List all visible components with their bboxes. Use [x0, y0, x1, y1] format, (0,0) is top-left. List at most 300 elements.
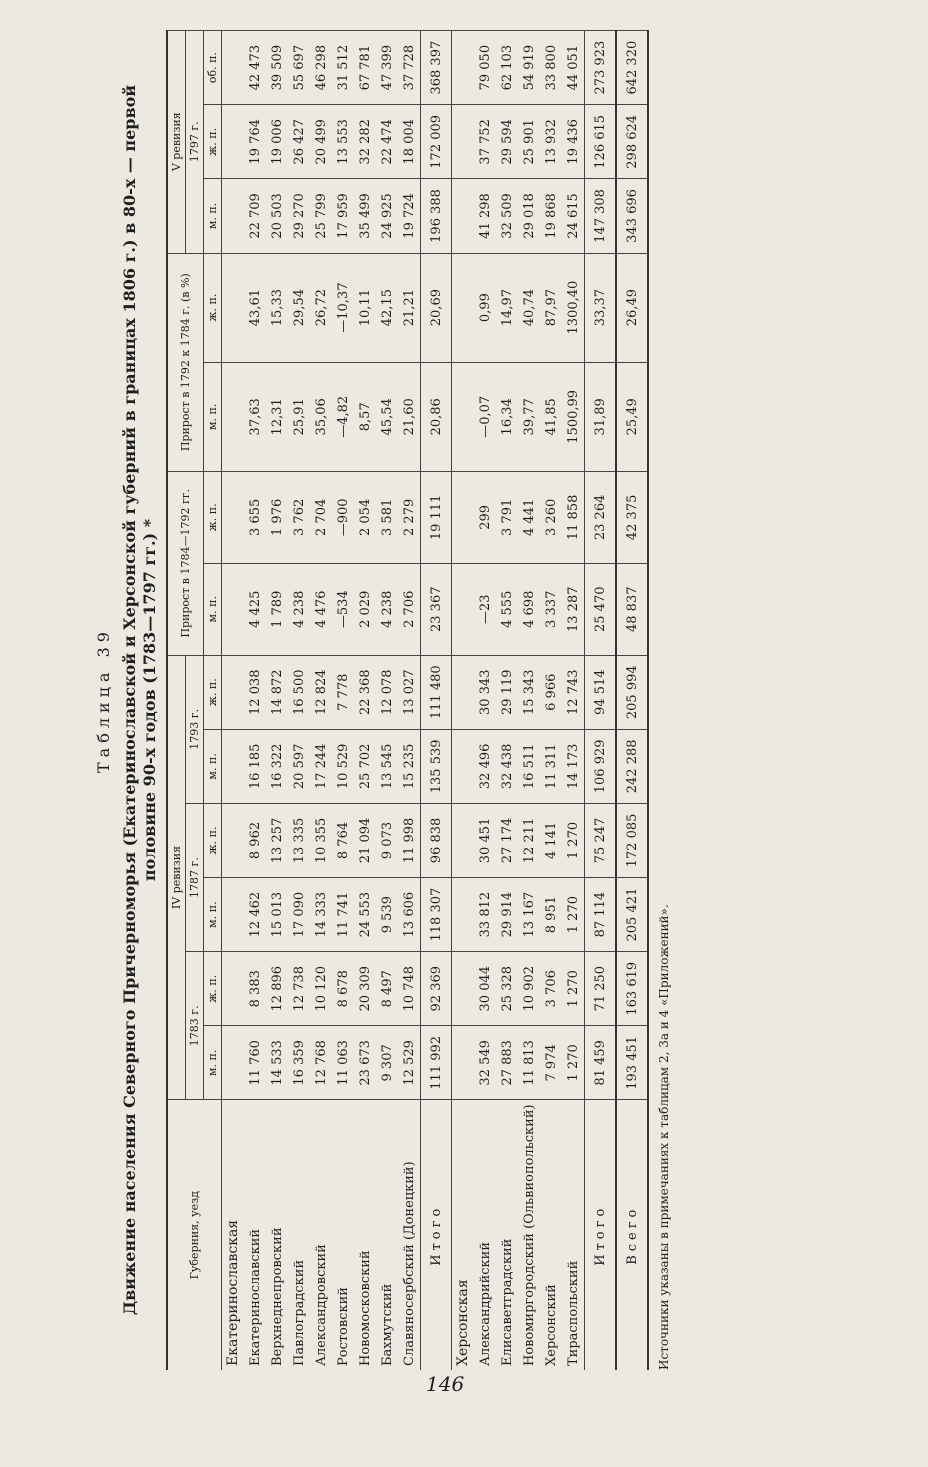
table-cell: 41,85 — [540, 362, 562, 471]
table-cell: —23 — [474, 563, 496, 655]
table-cell: 11 998 — [398, 803, 421, 877]
table-cell: 79 050 — [474, 31, 496, 105]
row-label: Александрийский — [474, 1100, 496, 1370]
table-cell — [452, 362, 475, 471]
table-cell: 12 768 — [310, 1026, 332, 1100]
growth-header: Прирост в 1784—1792 гг. — [167, 471, 204, 655]
page-number: 146 — [426, 1372, 465, 1396]
table-cell: 9 307 — [376, 1026, 398, 1100]
table-cell: 13 027 — [398, 655, 421, 729]
male-header: м. п. — [204, 179, 222, 253]
table-cell: 10 748 — [398, 952, 421, 1026]
table-cell: 30 044 — [474, 952, 496, 1026]
table-cell: 20,69 — [421, 253, 452, 362]
table-cell: 32 549 — [474, 1026, 496, 1100]
table-cell: 3 791 — [496, 471, 518, 563]
table-cell: 29 594 — [496, 105, 518, 179]
table-cell — [222, 655, 245, 729]
table-cell: —4,82 — [332, 362, 354, 471]
table-cell: 7 974 — [540, 1026, 562, 1100]
table-row — [266, 31, 288, 1371]
table-cell: 14 333 — [310, 878, 332, 952]
table-cell: 47 399 — [376, 31, 398, 105]
table-cell: 118 307 — [421, 878, 452, 952]
table-cell: 96 838 — [421, 803, 452, 877]
table-row — [354, 31, 376, 1371]
row-label: Новомосковский — [354, 1100, 376, 1370]
table-cell: 3 762 — [288, 471, 310, 563]
table-cell: 10 902 — [518, 952, 540, 1026]
table-cell: 16 359 — [288, 1026, 310, 1100]
table-cell: 14 533 — [266, 1026, 288, 1100]
table-cell: 13 553 — [332, 105, 354, 179]
table-cell: 13 606 — [398, 878, 421, 952]
table-cell: 25 799 — [310, 179, 332, 253]
table-cell: 111 480 — [421, 655, 452, 729]
table-cell: 368 397 — [421, 31, 452, 105]
table-cell: 3 260 — [540, 471, 562, 563]
table-cell: 11 858 — [562, 471, 585, 563]
table-cell: 10 120 — [310, 952, 332, 1026]
table-cell: 10,11 — [354, 253, 376, 362]
table-cell: 39 509 — [266, 31, 288, 105]
table-cell: 27 883 — [496, 1026, 518, 1100]
table-row — [376, 31, 398, 1371]
table-cell: 20 499 — [310, 105, 332, 179]
table-cell: 1 270 — [562, 952, 585, 1026]
table-cell: 25 702 — [354, 729, 376, 803]
table-cell: 16 511 — [518, 729, 540, 803]
table-cell: 13 257 — [266, 803, 288, 877]
table-cell: 10 355 — [310, 803, 332, 877]
male-header: м. п. — [204, 362, 222, 471]
rev5-header: V ревизия — [167, 31, 186, 254]
table-cell: 32 496 — [474, 729, 496, 803]
table-cell: 92 369 — [421, 952, 452, 1026]
table-cell — [222, 31, 245, 105]
table-cell: 25 470 — [585, 563, 617, 655]
table-cell: 32 438 — [496, 729, 518, 803]
male-header: м. п. — [204, 1026, 222, 1100]
table-cell: 35 499 — [354, 179, 376, 253]
female-header: ж. п. — [204, 952, 222, 1026]
table-cell: 299 — [474, 471, 496, 563]
table-cell: 87,97 — [540, 253, 562, 362]
table-cell: 12,31 — [266, 362, 288, 471]
table-cell: 22 368 — [354, 655, 376, 729]
table-cell — [222, 563, 245, 655]
table-cell — [452, 803, 475, 877]
table-cell: 163 619 — [616, 952, 648, 1026]
male-header: м. п. — [204, 878, 222, 952]
table-cell: 8 497 — [376, 952, 398, 1026]
both-header: об. п. — [204, 31, 222, 105]
table-cell: 75 247 — [585, 803, 617, 877]
female-header: ж. п. — [204, 803, 222, 877]
table-cell: 4 555 — [496, 563, 518, 655]
table-cell: 27 174 — [496, 803, 518, 877]
row-label: Верхнеднепровский — [266, 1100, 288, 1370]
table-cell: 30 343 — [474, 655, 496, 729]
table-cell: 1 976 — [266, 471, 288, 563]
subtotal-row — [585, 31, 617, 1371]
table-row — [244, 31, 266, 1371]
table-cell: 16 185 — [244, 729, 266, 803]
table-cell: 25,91 — [288, 362, 310, 471]
table-cell: 39,77 — [518, 362, 540, 471]
table-cell: 22 709 — [244, 179, 266, 253]
table-cell: 26,72 — [310, 253, 332, 362]
table-cell: 0,99 — [474, 253, 496, 362]
table-cell: 46 298 — [310, 31, 332, 105]
table-row — [518, 31, 540, 1371]
table-cell: 30 451 — [474, 803, 496, 877]
table-cell: 13 287 — [562, 563, 585, 655]
table-cell: 24 553 — [354, 878, 376, 952]
table-cell: 3 337 — [540, 563, 562, 655]
table-cell: 11 813 — [518, 1026, 540, 1100]
female-header: ж. п. — [204, 655, 222, 729]
table-cell: 24 615 — [562, 179, 585, 253]
table-cell: 81 459 — [585, 1026, 617, 1100]
year-1783-header: 1783 г. — [186, 952, 204, 1100]
table-cell: 19 006 — [266, 105, 288, 179]
table-cell: 135 539 — [421, 729, 452, 803]
table-row — [540, 31, 562, 1371]
table-cell: 205 421 — [616, 878, 648, 952]
table-cell: 3 581 — [376, 471, 398, 563]
table-cell: 12 743 — [562, 655, 585, 729]
table-cell: 31,89 — [585, 362, 617, 471]
year-1793-header: 1793 г. — [186, 655, 204, 803]
table-cell: 54 919 — [518, 31, 540, 105]
table-cell — [222, 471, 245, 563]
table-cell: 26 427 — [288, 105, 310, 179]
table-cell: 8,57 — [354, 362, 376, 471]
table-cell: 43,61 — [244, 253, 266, 362]
table-cell — [222, 803, 245, 877]
table-cell: 42 375 — [616, 471, 648, 563]
table-cell: 4 698 — [518, 563, 540, 655]
table-cell: 11 311 — [540, 729, 562, 803]
table-row — [310, 31, 332, 1371]
table-cell: 10 529 — [332, 729, 354, 803]
table-cell: 2 706 — [398, 563, 421, 655]
table-cell: 4 425 — [244, 563, 266, 655]
table-cell: 19 868 — [540, 179, 562, 253]
table-cell: 2 054 — [354, 471, 376, 563]
table-cell: 24 925 — [376, 179, 398, 253]
table-cell: 37,63 — [244, 362, 266, 471]
table-cell: 87 114 — [585, 878, 617, 952]
caption — [94, 30, 160, 1370]
table-cell: 20 597 — [288, 729, 310, 803]
table-cell: 12 896 — [266, 952, 288, 1026]
table-cell: 642 320 — [616, 31, 648, 105]
table-cell: 1 789 — [266, 563, 288, 655]
table-cell: 7 778 — [332, 655, 354, 729]
table-cell — [222, 1026, 245, 1100]
female-header: ж. п. — [204, 105, 222, 179]
table-cell: 94 514 — [585, 655, 617, 729]
table-cell: 242 288 — [616, 729, 648, 803]
table-cell: 11 063 — [332, 1026, 354, 1100]
table-cell: 4 441 — [518, 471, 540, 563]
table-cell — [452, 563, 475, 655]
male-header: м. п. — [204, 729, 222, 803]
table-cell — [222, 253, 245, 362]
table-cell: 29 270 — [288, 179, 310, 253]
population-table — [166, 30, 649, 1370]
table-cell: 33 812 — [474, 878, 496, 952]
table-row — [398, 31, 421, 1371]
table-row — [332, 31, 354, 1371]
table-cell: 32 282 — [354, 105, 376, 179]
table-cell: 14,97 — [496, 253, 518, 362]
table-cell — [452, 952, 475, 1026]
table-cell: 17 244 — [310, 729, 332, 803]
table-cell: 37 728 — [398, 31, 421, 105]
table-cell: 48 837 — [616, 563, 648, 655]
rotated-table-block — [94, 30, 854, 1370]
table-cell — [452, 105, 475, 179]
table-cell: 13 167 — [518, 878, 540, 952]
table-cell: 172 009 — [421, 105, 452, 179]
district-header: Губерния, уезд — [167, 1100, 222, 1370]
table-cell: 19 724 — [398, 179, 421, 253]
row-label: Бахмутский — [376, 1100, 398, 1370]
table-cell: 273 923 — [585, 31, 617, 105]
table-cell: 67 781 — [354, 31, 376, 105]
governorate-row — [222, 31, 245, 1371]
table-cell: 71 250 — [585, 952, 617, 1026]
table-title: Движение населения Северного Причерноморья (Екатеринославской и Херсонской губерний в границах 1806 г.) в 80-х — первой половине 90-х годов (1783—1797 гг.) * — [120, 84, 159, 1316]
row-label: Александровский — [310, 1100, 332, 1370]
governorate-row — [452, 31, 475, 1371]
table-cell: 1 270 — [562, 1026, 585, 1100]
table-cell: 3 706 — [540, 952, 562, 1026]
table-cell — [452, 655, 475, 729]
table-cell: 1500,99 — [562, 362, 585, 471]
row-label: Херсонская — [452, 1100, 475, 1370]
row-label: Итого — [421, 1100, 452, 1370]
table-cell: 17 959 — [332, 179, 354, 253]
table-cell: 29 018 — [518, 179, 540, 253]
table-cell: 23 673 — [354, 1026, 376, 1100]
table-cell: 29 914 — [496, 878, 518, 952]
table-cell: 21,60 — [398, 362, 421, 471]
grand-total-row — [616, 31, 648, 1371]
table-cell: —10,37 — [332, 253, 354, 362]
table-label: Таблица 39 — [94, 627, 113, 773]
table-cell: 298 624 — [616, 105, 648, 179]
year-1787-header: 1787 г. — [186, 803, 204, 951]
table-cell: 16 322 — [266, 729, 288, 803]
row-label: Елисаветградский — [496, 1100, 518, 1370]
row-label: Итого — [585, 1100, 617, 1370]
table-cell — [452, 179, 475, 253]
table-cell: 8 951 — [540, 878, 562, 952]
table-cell: 13 545 — [376, 729, 398, 803]
table-cell: 22 474 — [376, 105, 398, 179]
row-label: Ростовский — [332, 1100, 354, 1370]
table-cell: 9 539 — [376, 878, 398, 952]
table-cell: 147 308 — [585, 179, 617, 253]
table-cell: 4 238 — [288, 563, 310, 655]
table-cell: 15,33 — [266, 253, 288, 362]
table-cell: 33 800 — [540, 31, 562, 105]
table-cell: 1 270 — [562, 878, 585, 952]
table-cell: 32 509 — [496, 179, 518, 253]
row-label: Екатеринославская — [222, 1100, 245, 1370]
table-row — [496, 31, 518, 1371]
table-cell: 13 932 — [540, 105, 562, 179]
table-cell: 18 004 — [398, 105, 421, 179]
table-cell: 25 901 — [518, 105, 540, 179]
table-cell: 17 090 — [288, 878, 310, 952]
table-cell: 14 872 — [266, 655, 288, 729]
table-cell — [222, 105, 245, 179]
table-cell: 55 697 — [288, 31, 310, 105]
table-cell: 31 512 — [332, 31, 354, 105]
male-header: м. п. — [204, 563, 222, 655]
table-cell: 21,21 — [398, 253, 421, 362]
table-cell: 1 270 — [562, 803, 585, 877]
table-cell: 44 051 — [562, 31, 585, 105]
table-cell: 20 503 — [266, 179, 288, 253]
table-cell: 16 500 — [288, 655, 310, 729]
table-cell: 14 173 — [562, 729, 585, 803]
table-cell — [222, 729, 245, 803]
table-cell — [452, 729, 475, 803]
table-cell: 12 824 — [310, 655, 332, 729]
table-cell: 29,54 — [288, 253, 310, 362]
table-cell: 20 309 — [354, 952, 376, 1026]
table-cell: 343 696 — [616, 179, 648, 253]
table-cell — [222, 179, 245, 253]
table-cell: 12 038 — [244, 655, 266, 729]
female-header: ж. п. — [204, 471, 222, 563]
table-cell: 62 103 — [496, 31, 518, 105]
table-cell: 16,34 — [496, 362, 518, 471]
table-cell: 20,86 — [421, 362, 452, 471]
table-cell: 8 383 — [244, 952, 266, 1026]
table-cell: 4 238 — [376, 563, 398, 655]
table-row — [562, 31, 585, 1371]
table-cell: 12 738 — [288, 952, 310, 1026]
table-cell: 41 298 — [474, 179, 496, 253]
table-cell — [452, 471, 475, 563]
table-cell: 8 678 — [332, 952, 354, 1026]
table-cell: 12 529 — [398, 1026, 421, 1100]
table-cell: 13 335 — [288, 803, 310, 877]
table-cell: —900 — [332, 471, 354, 563]
table-cell — [452, 878, 475, 952]
row-label: Тираспольский — [562, 1100, 585, 1370]
table-cell: —0,07 — [474, 362, 496, 471]
table-cell: 15 343 — [518, 655, 540, 729]
row-label: Славяносербский (Донецкий) — [398, 1100, 421, 1370]
subtotal-row — [421, 31, 452, 1371]
table-cell: —534 — [332, 563, 354, 655]
table-cell: 35,06 — [310, 362, 332, 471]
table-cell: 19 111 — [421, 471, 452, 563]
table-cell: 12 462 — [244, 878, 266, 952]
row-label: Всего — [616, 1100, 648, 1370]
table-cell: 172 085 — [616, 803, 648, 877]
table-cell — [452, 31, 475, 105]
table-cell: 25,49 — [616, 362, 648, 471]
table-cell — [222, 878, 245, 952]
growth-pct-header: Прирост в 1792 к 1784 г. (в %) — [167, 253, 204, 471]
table-cell: 19 764 — [244, 105, 266, 179]
table-cell: 3 655 — [244, 471, 266, 563]
table-cell: 19 436 — [562, 105, 585, 179]
table-cell: 12 078 — [376, 655, 398, 729]
table-cell: 2 029 — [354, 563, 376, 655]
rev4-header: IV ревизия — [167, 655, 186, 1100]
table-cell: 8 962 — [244, 803, 266, 877]
footnote: Источники указаны в примечаниях к таблицам 2, 3а и 4 «Приложений». — [657, 904, 671, 1370]
female-header: ж. п. — [204, 253, 222, 362]
table-cell: 40,74 — [518, 253, 540, 362]
table-cell: 15 013 — [266, 878, 288, 952]
table-cell: 25 328 — [496, 952, 518, 1026]
table-cell: 2 279 — [398, 471, 421, 563]
table-cell: 8 764 — [332, 803, 354, 877]
table-cell: 33,37 — [585, 253, 617, 362]
table-cell: 11 741 — [332, 878, 354, 952]
table-cell: 37 752 — [474, 105, 496, 179]
table-cell — [222, 952, 245, 1026]
table-cell — [452, 1026, 475, 1100]
table-cell: 15 235 — [398, 729, 421, 803]
table-cell: 23 367 — [421, 563, 452, 655]
table-cell: 9 073 — [376, 803, 398, 877]
row-label: Павлоградский — [288, 1100, 310, 1370]
table-cell: 205 994 — [616, 655, 648, 729]
table-cell: 4 141 — [540, 803, 562, 877]
table-cell — [452, 253, 475, 362]
table-cell: 45,54 — [376, 362, 398, 471]
row-label: Екатеринославский — [244, 1100, 266, 1370]
row-label: Херсонский — [540, 1100, 562, 1370]
table-cell: 126 615 — [585, 105, 617, 179]
table-row — [288, 31, 310, 1371]
table-cell: 21 094 — [354, 803, 376, 877]
table-cell — [222, 362, 245, 471]
table-cell: 29 119 — [496, 655, 518, 729]
table-cell: 23 264 — [585, 471, 617, 563]
table-cell: 2 704 — [310, 471, 332, 563]
table-cell: 6 966 — [540, 655, 562, 729]
table-cell: 4 476 — [310, 563, 332, 655]
table-cell: 42,15 — [376, 253, 398, 362]
table-cell: 106 929 — [585, 729, 617, 803]
table-body — [222, 31, 649, 1371]
year-1797-header: 1797 г. — [186, 31, 204, 254]
table-cell: 193 451 — [616, 1026, 648, 1100]
table-cell: 1300,40 — [562, 253, 585, 362]
table-cell: 42 473 — [244, 31, 266, 105]
table-cell: 12 211 — [518, 803, 540, 877]
table-row — [474, 31, 496, 1371]
table-cell: 111 992 — [421, 1026, 452, 1100]
table-cell: 196 388 — [421, 179, 452, 253]
table-cell: 11 760 — [244, 1026, 266, 1100]
table-cell: 26,49 — [616, 253, 648, 362]
row-label: Новомиргородский (Ольвиопольский) — [518, 1100, 540, 1370]
